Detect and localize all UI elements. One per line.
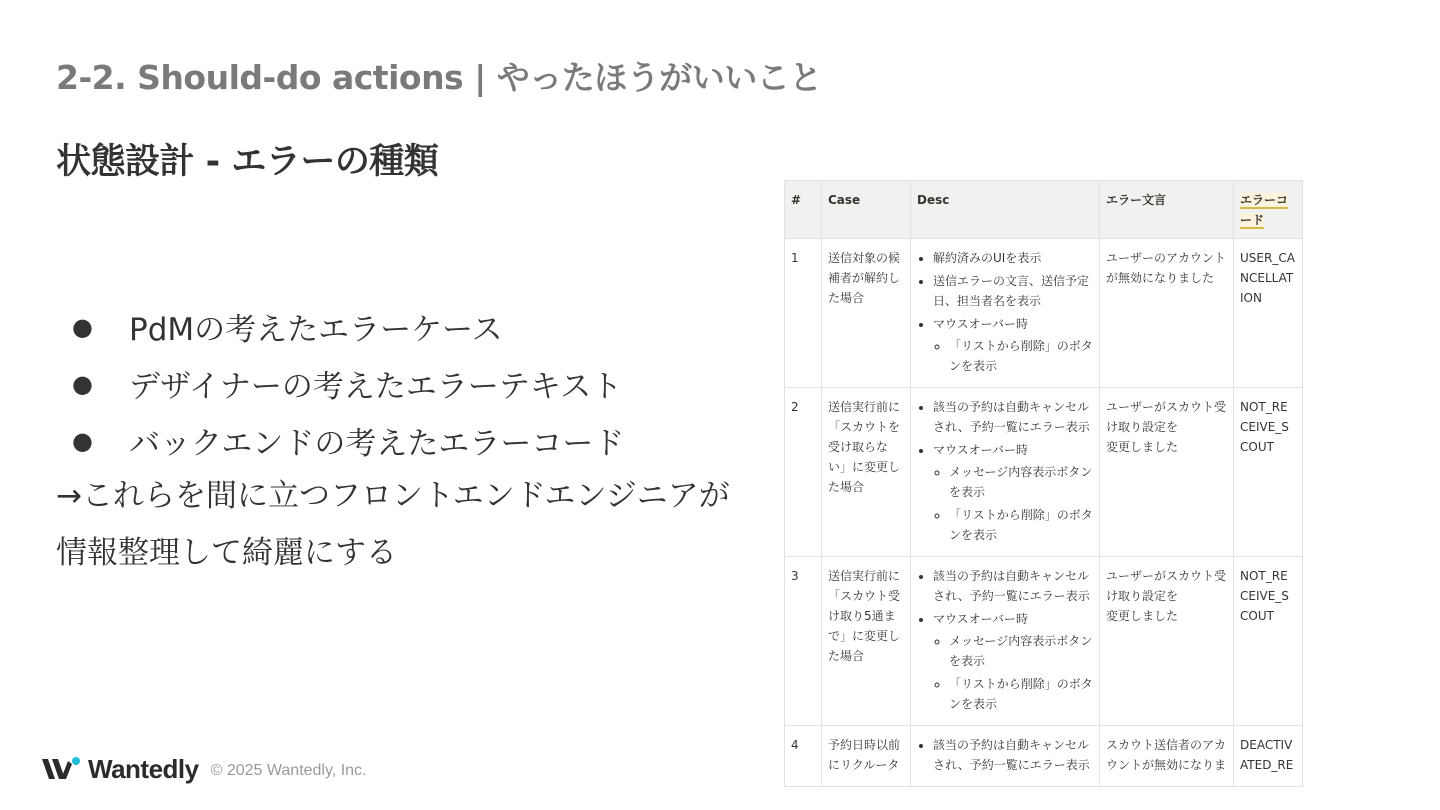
- highlighted-header-text: エラーコード: [1240, 193, 1289, 227]
- cell-code: NOT_RECEIVE_SCOUT: [1234, 557, 1303, 726]
- bullet-list: [56, 298, 624, 469]
- cell-case: 送信実行前に「スカウトを受け取らない」に変更した場合: [822, 388, 911, 557]
- bullet-text: バックエンドの考えたエラーコード: [129, 426, 625, 462]
- desc-item: • 該当の予約は自動キャンセルされ、予約一覧にエラー表示: [933, 397, 1093, 437]
- desc-item: • 送信エラーの文言、送信予定日、担当者名を表示: [933, 271, 1093, 311]
- table-row: [785, 239, 1303, 388]
- cell-num: 1: [785, 239, 822, 388]
- cell-desc: [911, 388, 1100, 557]
- cell-case: 送信対象の候補者が解約した場合: [822, 239, 911, 388]
- table-row: [785, 557, 1303, 726]
- cell-code: DEACTIVATED_RE: [1234, 726, 1303, 787]
- cell-message: スカウト送信者のアカウントが無効になりま: [1100, 726, 1234, 787]
- cell-case: 送信実行前に「スカウト受け取り5通まで」に変更した場合: [822, 557, 911, 726]
- slide-heading: 状態設計 - エラーの種類: [56, 142, 439, 182]
- cell-num: 4: [785, 726, 822, 787]
- cell-case: 予約日時以前にリクルータ: [822, 726, 911, 787]
- table-header-row: [785, 181, 1303, 239]
- bullet-dot-icon: ●: [72, 426, 93, 455]
- wantedly-logo-text: Wantedly: [88, 753, 199, 784]
- cell-code: USER_CANCELLATION: [1234, 239, 1303, 388]
- bullet-dot-icon: ●: [72, 312, 93, 341]
- column-header-message: エラー文言: [1100, 181, 1234, 239]
- wantedly-logo-icon: [42, 755, 82, 783]
- error-table-screenshot: [784, 180, 1302, 772]
- bullet-text: PdMの考えたエラーケース: [129, 312, 503, 348]
- desc-subitem: ◦ 「リストから削除」のボタンを表示: [949, 336, 1093, 376]
- bullet-item: [56, 412, 624, 469]
- cell-message: [1100, 557, 1234, 726]
- cell-message: ユーザーのアカウントが無効になりました: [1100, 239, 1234, 388]
- conclusion-line-1: →これらを間に立つフロントエンドエンジニアが: [56, 478, 730, 514]
- column-header-code: [1234, 181, 1303, 239]
- desc-item: • 該当の予約は自動キャンセルされ、予約一覧にエラー表示: [933, 566, 1093, 606]
- conclusion-text: [56, 468, 730, 582]
- cell-message-line: ユーザーがスカウト受け取り設定を: [1106, 569, 1227, 603]
- cell-num: 3: [785, 557, 822, 726]
- conclusion-line-2: 情報整理して綺麗にする: [56, 535, 397, 571]
- cell-desc: [911, 557, 1100, 726]
- cell-desc: [911, 726, 1100, 787]
- desc-item-text: マウスオーバー時: [933, 612, 1029, 626]
- desc-subitem: ◦ 「リストから削除」のボタンを表示: [949, 505, 1093, 545]
- desc-item: [933, 314, 1093, 376]
- desc-item: • 該当の予約は自動キャンセルされ、予約一覧にエラー表示: [933, 735, 1093, 775]
- desc-item: [933, 609, 1093, 714]
- desc-item: • 解約済みのUIを表示: [933, 248, 1093, 268]
- desc-subitem: ◦ メッセージ内容表示ボタンを表示: [949, 462, 1093, 502]
- copyright: © 2025 Wantedly, Inc.: [210, 762, 367, 779]
- footer: [42, 754, 366, 784]
- desc-item-text: マウスオーバー時: [933, 443, 1029, 457]
- cell-desc: [911, 239, 1100, 388]
- bullet-text: デザイナーの考えたエラーテキスト: [129, 369, 623, 405]
- section-title: 2-2. Should-do actions | やったほうがいいこと: [56, 58, 822, 97]
- error-table: [784, 180, 1303, 787]
- desc-item: [933, 440, 1093, 545]
- bullet-dot-icon: ●: [72, 369, 93, 398]
- desc-item-text: マウスオーバー時: [933, 317, 1029, 331]
- column-header-num: #: [785, 181, 822, 239]
- cell-message: [1100, 388, 1234, 557]
- cell-code: NOT_RECEIVE_SCOUT: [1234, 388, 1303, 557]
- table-row: [785, 726, 1303, 787]
- cell-message-line: ユーザーがスカウト受け取り設定を: [1106, 400, 1227, 434]
- bullet-item: [56, 298, 624, 355]
- cell-message-line: 変更しました: [1106, 440, 1179, 454]
- desc-subitem: ◦ 「リストから削除」のボタンを表示: [949, 674, 1093, 714]
- cell-message-line: 変更しました: [1106, 609, 1179, 623]
- column-header-case: Case: [822, 181, 911, 239]
- column-header-desc: Desc: [911, 181, 1100, 239]
- cell-num: 2: [785, 388, 822, 557]
- table-row: [785, 388, 1303, 557]
- bullet-item: [56, 355, 624, 412]
- desc-subitem: ◦ メッセージ内容表示ボタンを表示: [949, 631, 1093, 671]
